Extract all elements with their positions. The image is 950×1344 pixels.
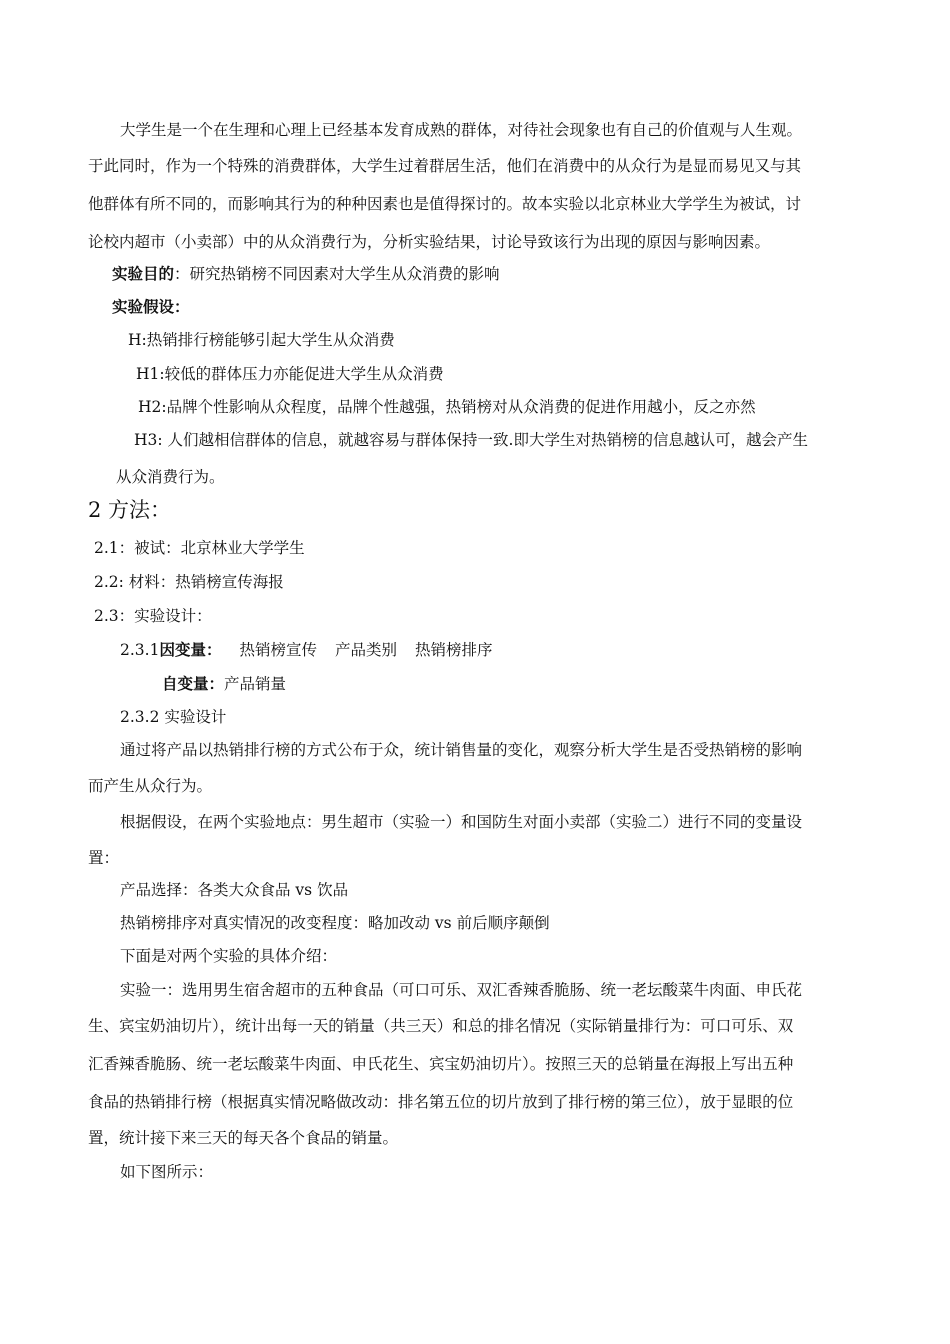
dv-label: 因变量：	[159, 640, 222, 659]
experiment-1-line-2: 生、宾宝奶油切片），统计出每一天的销量（共三天）和总的排名情况（实际销量排行为：可口可乐、双	[88, 1017, 794, 1035]
hypothesis-label: 实验假设：	[112, 297, 190, 316]
ranking-change: 热销榜排序对真实情况的改变程度：略加改动 vs 前后顺序颠倒	[120, 914, 550, 932]
product-choice: 产品选择：各类大众食品 vs 饮品	[120, 881, 349, 899]
paragraph-1-line-1: 通过将产品以热销排行榜的方式公布于众，统计销售量的变化，观察分析大学生是否受热销榜的影响	[120, 741, 803, 759]
iv-label: 自变量：	[162, 674, 225, 693]
hypothesis-h2: H2:品牌个性影响从众程度，品牌个性越强，热销榜对从众消费的促进作用越小，反之亦然	[138, 398, 756, 416]
as-shown-below: 如下图所示：	[120, 1163, 214, 1181]
experiment-1-line-5: 置，统计接下来三天的每天各个食品的销量。	[88, 1129, 399, 1147]
purpose-line	[112, 264, 500, 284]
intro-two-experiments: 下面是对两个实验的具体介绍：	[120, 947, 338, 965]
experiment-1-line-4: 食品的热销排行榜（根据真实情况略做改动：排名第五位的切片放到了排行榜的第三位），放于显眼的位	[88, 1093, 794, 1111]
intro-line-3: 他群体有所不同的，而影响其行为的种种因素也是值得探讨的。故本实验以北京林业大学学生为被试，讨	[88, 195, 802, 213]
purpose-label: 实验目的	[112, 264, 175, 283]
dependent-variable-line	[120, 640, 493, 660]
method-heading: 2 方法：	[88, 498, 172, 522]
hypothesis-h: H:热销排行榜能够引起大学生从众消费	[128, 331, 395, 349]
design-subheading: 2.3.2 实验设计	[120, 708, 227, 726]
dv-item: 热销榜宣传	[239, 641, 317, 659]
intro-line-4: 论校内超市（小卖部）中的从众消费行为，分析实验结果，讨论导致该行为出现的原因与影响因素。	[88, 233, 771, 251]
method-materials: 2.2: 材料：热销榜宣传海报	[94, 573, 284, 591]
hypothesis-h3-line-2: 从众消费行为。	[116, 468, 225, 486]
dv-number: 2.3.1	[120, 641, 160, 659]
method-design: 2.3：实验设计：	[94, 607, 212, 625]
paragraph-1-line-2: 而产生从众行为。	[88, 777, 213, 795]
intro-line-1: 大学生是一个在生理和心理上已经基本发育成熟的群体，对待社会现象也有自己的价值观与人生观。	[120, 121, 803, 139]
experiment-1-line-1: 实验一：选用男生宿舍超市的五种食品（可口可乐、双汇香辣香脆肠、统一老坛酸菜牛肉面、申氏花	[120, 981, 803, 999]
independent-variable-line	[162, 674, 286, 694]
iv-text: 产品销量	[224, 675, 287, 693]
intro-line-2: 于此同时，作为一个特殊的消费群体，大学生过着群居生活，他们在消费中的从众行为是显而易见又与其	[88, 157, 802, 175]
purpose-text: ：研究热销榜不同因素对大学生从众消费的影响	[174, 265, 500, 283]
hypothesis-h1: H1:较低的群体压力亦能促进大学生从众消费	[136, 365, 444, 383]
experiment-1-line-3: 汇香辣香脆肠、统一老坛酸菜牛肉面、申氏花生、宾宝奶油切片）。按照三天的总销量在海报上写出五种	[88, 1055, 794, 1073]
hypothesis-h3-line-1: H3: 人们越相信群体的信息，就越容易与群体保持一致.即大学生对热销榜的信息越认可，越会产生	[134, 431, 808, 449]
dv-item: 产品类别	[334, 641, 397, 659]
dv-item: 热销榜排序	[415, 641, 493, 659]
paragraph-2-line-1: 根据假设，在两个实验地点：男生超市（实验一）和国防生对面小卖部（实验二）进行不同的变量设	[120, 813, 803, 831]
method-subjects: 2.1：被试：北京林业大学学生	[94, 539, 305, 557]
paragraph-2-line-2: 置：	[88, 849, 120, 867]
